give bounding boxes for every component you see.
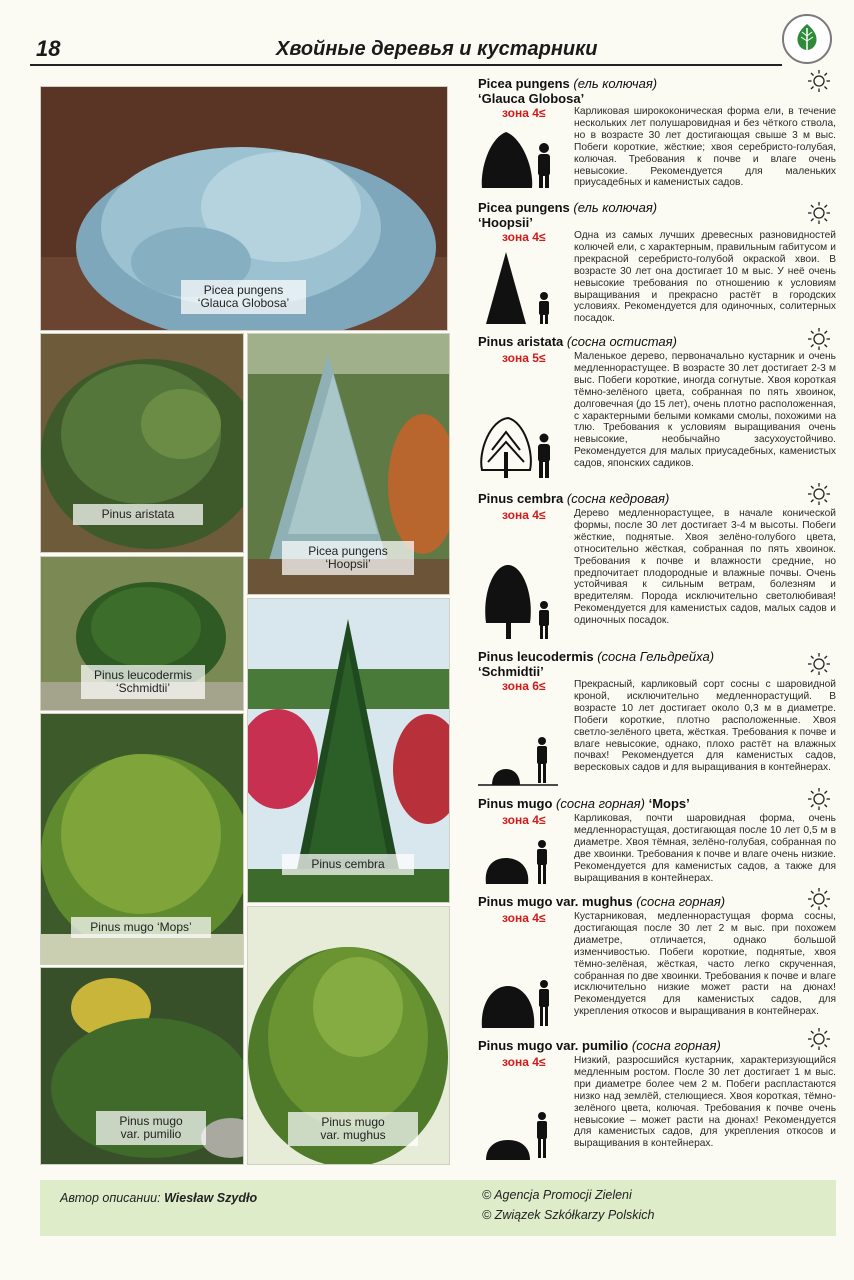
entry-title: Picea pungens (ель колючая) ‘Hoopsii’ [478,200,658,230]
sun-icon [808,483,830,505]
entry-title: Pinus cembra (сосна кедровая) [478,491,670,506]
photo-pinus-aristata [40,333,244,553]
photo-pinus-mugo-pumilio [40,967,244,1165]
copyright-line-1: © Agencja Promocji Zieleni [482,1188,632,1202]
tree-silhouette-icon [478,974,558,1035]
entry-description: Низкий, разросшийся кустарник, характеризующийся медленным ростом. После 30 лет достигает 1 м выс. при диаметре более чем 2 м. Побеги распластаются низко над землёй, стелющиеся. Хвоя короткая, тёмно-зелёного цвета, колючая. Требования к почве очень невысокие – может расти на дюнах! Рекомендуется для каменистых садов, для укрепления откосов и выращивания в контейнерах. [574,1055,836,1150]
zone-label: зона 4≤ [502,1055,546,1069]
tree-silhouette-icon [478,1110,558,1167]
photo-picea-hoopsii [247,333,450,595]
entry-title: Picea pungens (ель колючая) ‘Glauca Globosa’ [478,76,658,106]
footer-author [60,1191,257,1205]
zone-label: зона 4≤ [502,911,546,925]
author-prefix: Автор описании: [60,1191,161,1205]
entry-pinus-aristata [478,334,838,484]
photo-label: Pinus mugo ‘Mops’ [71,917,211,938]
entry-picea-hoopsii [478,200,838,334]
zone-label: зона 4≤ [502,813,546,827]
tree-silhouette-icon [478,128,558,195]
zone-label: зона 4≤ [502,106,546,120]
entry-description: Маленькое дерево, первоначально кустарник и очень медленнорастущее. В возрасте 30 лет достигает 2-3 м выс. Побеги короткие, иногда согнутые. Хвоя короткая тёмно-зелёного цвета, собранная по пять хвоинок, долговечная (до 15 лет), очень плотно расположенная, с характерными белыми комками смолы, похожими на тлю. Требования к условиям выращивания очень невысокие, необычайно засухоустойчиво. Рекомендуется для малых приусадебных, каменистых садов, японских садиков. [574,351,836,470]
photo-label: Picea pungens ‘Glauca Globosa’ [181,280,306,314]
tree-silhouette-icon [478,563,558,646]
tree-silhouette-icon [478,250,558,331]
sun-icon [808,888,830,910]
entry-description: Прекрасный, карликовый сорт сосны с шаровидной кроной, исключительно медленнорастущий. В возрасте 10 лет достигает около 0,3 м в диаметре. Побеги короткие, плотно расположенные. Хвоя светло-зелёного цвета, жёсткая. Требования к почве и влаге невысокие, однако, плохо растёт на влажных почвах! Рекомендуется для каменистых садов, вересковых садов и для выращивания в контейнерах. [574,679,836,774]
sun-icon [808,202,830,224]
entry-pinus-mugo-pumilio [478,1038,838,1168]
photo-pinus-mugo-mops [40,713,244,965]
photo-pinus-leucodermis [40,556,244,711]
zone-label: зона 6≤ [502,679,546,693]
entry-picea-glauca-globosa [478,76,838,196]
entry-title: Pinus leucodermis (сосна Гельдрейха) ‘Schmidtii’ [478,649,715,679]
entry-title: Pinus mugo var. mughus (сосна горная) [478,894,726,909]
page-number: 18 [36,36,61,61]
zone-label: зона 4≤ [502,508,546,522]
sun-icon [808,328,830,350]
entry-pinus-mugo-mughus [478,894,838,1034]
entry-description: Одна из самых лучших древесных разновидностей колючей ели, с характерным, правильным габитусом и прекрасной серебристо-голубой окраской хвои. В возрасте 30 лет она достигает 10 м выс. У неё очень невысокие требования по отношению к условиям выращивания и прекрасно растёт в городских условиях. Рекомендуется для одиночных, солитерных посадок. [574,230,836,325]
photo-label: Pinus mugo var. pumilio [96,1111,206,1145]
page-title: Хвойные деревья и кустарники [276,38,598,60]
photo-label: Pinus leucodermis ‘Schmidtii’ [81,665,205,699]
footer [40,1180,836,1236]
entry-description: Дерево медленнорастущее, в начале конической формы, после 30 лет достигает 3-4 м высоты. Побеги жёсткие, поднятые. Хвоя зелёно-голубого цвета, относительно жёсткая, собранная по пять хвоинок. Требования к почве и влажности средние, но предпочитает плодородные и влажные почвы. Очень устойчивая к сильным ветрам, болезням и вредителям. Порода исключительно светолюбивая! Рекомендуется для каменистых садов, малых садов и одиночных посадок. [574,508,836,627]
entry-title: Pinus aristata (сосна остистая) [478,334,677,349]
photo-picea-glauca-globosa [40,86,448,331]
photo-label: Picea pungens ‘Hoopsii’ [282,541,414,575]
entry-pinus-mugo-mops [478,796,838,892]
tree-silhouette-icon [478,412,558,485]
header-divider [30,64,782,66]
photo-label: Pinus cembra [282,854,414,875]
zone-label: зона 5≤ [502,351,546,365]
entry-description: Карликовая ширококоническая форма ели, в течение нескольких лет полушаровидная и без чёткого ствола, но в возрасте 30 лет достигающая свыше 3 м выс. Побеги короткие, жёсткие; хвоя серебристо-голубая, колючая. Требования к почве и влаге очень невысокие. Рекомендуется для маленьких приусадебных и каменистых садов. [574,106,836,189]
photo-label: Pinus mugo var. mughus [288,1112,418,1146]
entry-title: Pinus mugo (сосна горная) ‘Mops’ [478,796,690,811]
entry-pinus-leucodermis [478,649,838,789]
leaf-logo-icon [782,14,832,64]
entry-description: Кустарниковая, медленнорастущая форма сосны, достигающая после 30 лет 2 м выс. при похожем диаметре, отличается, однако большой изменчивостью. Побеги короткие, поднятые, хвоя тёмно-зелёная, жёсткая, часто легко скрученная, собранная по две хвоинки. Требования к почве и влаге исключительно низкие может расти на дюнах! Рекомендуется для каменистых садов, для укрепления откосов и выращивания в контейнерах. [574,911,836,1018]
sun-icon [808,70,830,92]
photo-pinus-mugo-mughus [247,906,450,1165]
entry-description: Карликовая, почти шаровидная форма, очень медленнорастущая, достигающая после 10 лет 0,5 м в диаметре. Хвоя тёмная, зелёно-голубая, собранная по две хвоинки. Требования к почве и влаге очень низкие. Рекомендуется для каменистых садов, а также для выращивания в контейнерах. [574,813,836,884]
tree-silhouette-icon [478,838,558,891]
author-name: Wiesław Szydło [164,1191,258,1205]
entry-title: Pinus mugo var. pumilio (сосна горная) [478,1038,721,1053]
photo-pinus-cembra [247,598,450,903]
tree-silhouette-icon [478,731,558,792]
sun-icon [808,788,830,810]
photo-label: Pinus aristata [73,504,203,525]
sun-icon [808,653,830,675]
entry-pinus-cembra [478,491,838,643]
sun-icon [808,1028,830,1050]
zone-label: зона 4≤ [502,230,546,244]
copyright-line-2: © Związek Szkółkarzy Polskich [482,1208,655,1222]
